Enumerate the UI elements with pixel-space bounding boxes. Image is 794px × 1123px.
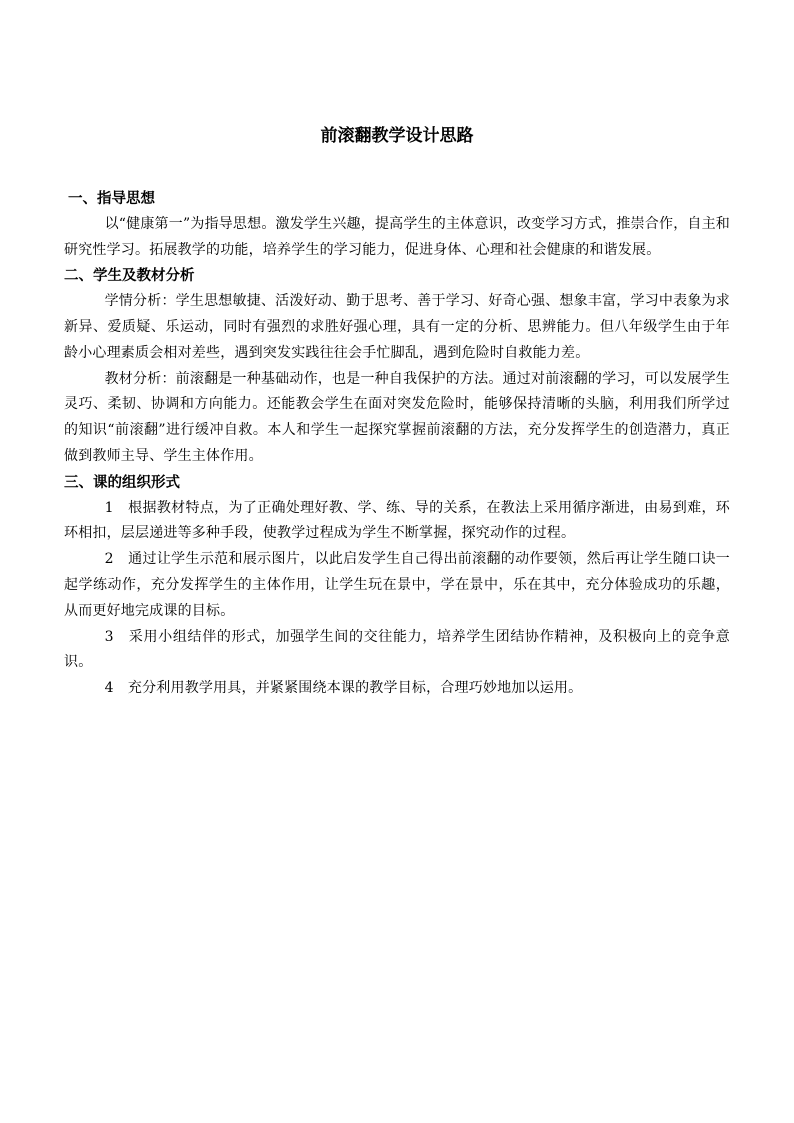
paragraph: 以“健康第一”为指导思想。激发学生兴趣，提高学生的主体意识，改变学习方式，推崇合作，自主和研究性学习。拓展教学的功能，培养学生的学习能力，促进身体、心理和社会健康的和谐发展。 (64, 215, 730, 258)
section-guiding-ideology (64, 186, 730, 263)
section-student-and-material-analysis (64, 263, 730, 469)
section-class-organization (64, 470, 730, 702)
list-item: 1 根据教材特点，为了正确处理好教、学、练、导的关系，在教法上采用循序渐进，由易到难，环环相扣，层层递进等多种手段，使教学过程成为学生不断掌握，探究动作的过程。 (64, 499, 730, 542)
section-heading: 一、指导思想 (68, 190, 155, 207)
document-body (64, 186, 730, 702)
list-item: 4 充分利用教学用具，并紧紧围绕本课的教学目标，合理巧妙地加以运用。 (104, 680, 583, 697)
section-heading: 三、课的组织形式 (64, 473, 180, 491)
paragraph: 学情分析：学生思想敏捷、活泼好动、勤于思考、善于学习、好奇心强、想象丰富，学习中表象为求新异、爱质疑、乐运动，同时有强烈的求胜好强心理，具有一定的分析、思辨能力。但八年级学生由于年龄小心理素质会相对差些，遇到突发实践往往会手忙脚乱，遇到危险时自救能力差。 (64, 293, 730, 361)
paragraph: 教材分析：前滚翻是一种基础动作，也是一种自我保护的方法。通过对前滚翻的学习，可以发展学生灵巧、柔韧、协调和方向能力。还能教会学生在面对突发危险时，能够保持清晰的头脑，利用我们所学过的知识“前滚翻”进行缓冲自救。本人和学生一起探究掌握前滚翻的方法，充分发挥学生的创造潜力，真正做到教师主导、学生主体作用。 (64, 370, 730, 464)
list-item: 3 采用小组结伴的形式，加强学生间的交往能力，培养学生团结协作精神，及积极向上的竞争意识。 (64, 628, 730, 671)
page-title: 前滚翻教学设计思路 (320, 126, 474, 146)
section-heading: 二、学生及教材分析 (64, 267, 195, 285)
list-item: 2 通过让学生示范和展示图片，以此启发学生自己得出前滚翻的动作要领，然后再让学生随口诀一起学练动作，充分发挥学生的主体作用，让学生玩在景中，学在景中，乐在其中，充分体验成功的乐趣，从而更好地完成课的目标。 (64, 551, 730, 619)
